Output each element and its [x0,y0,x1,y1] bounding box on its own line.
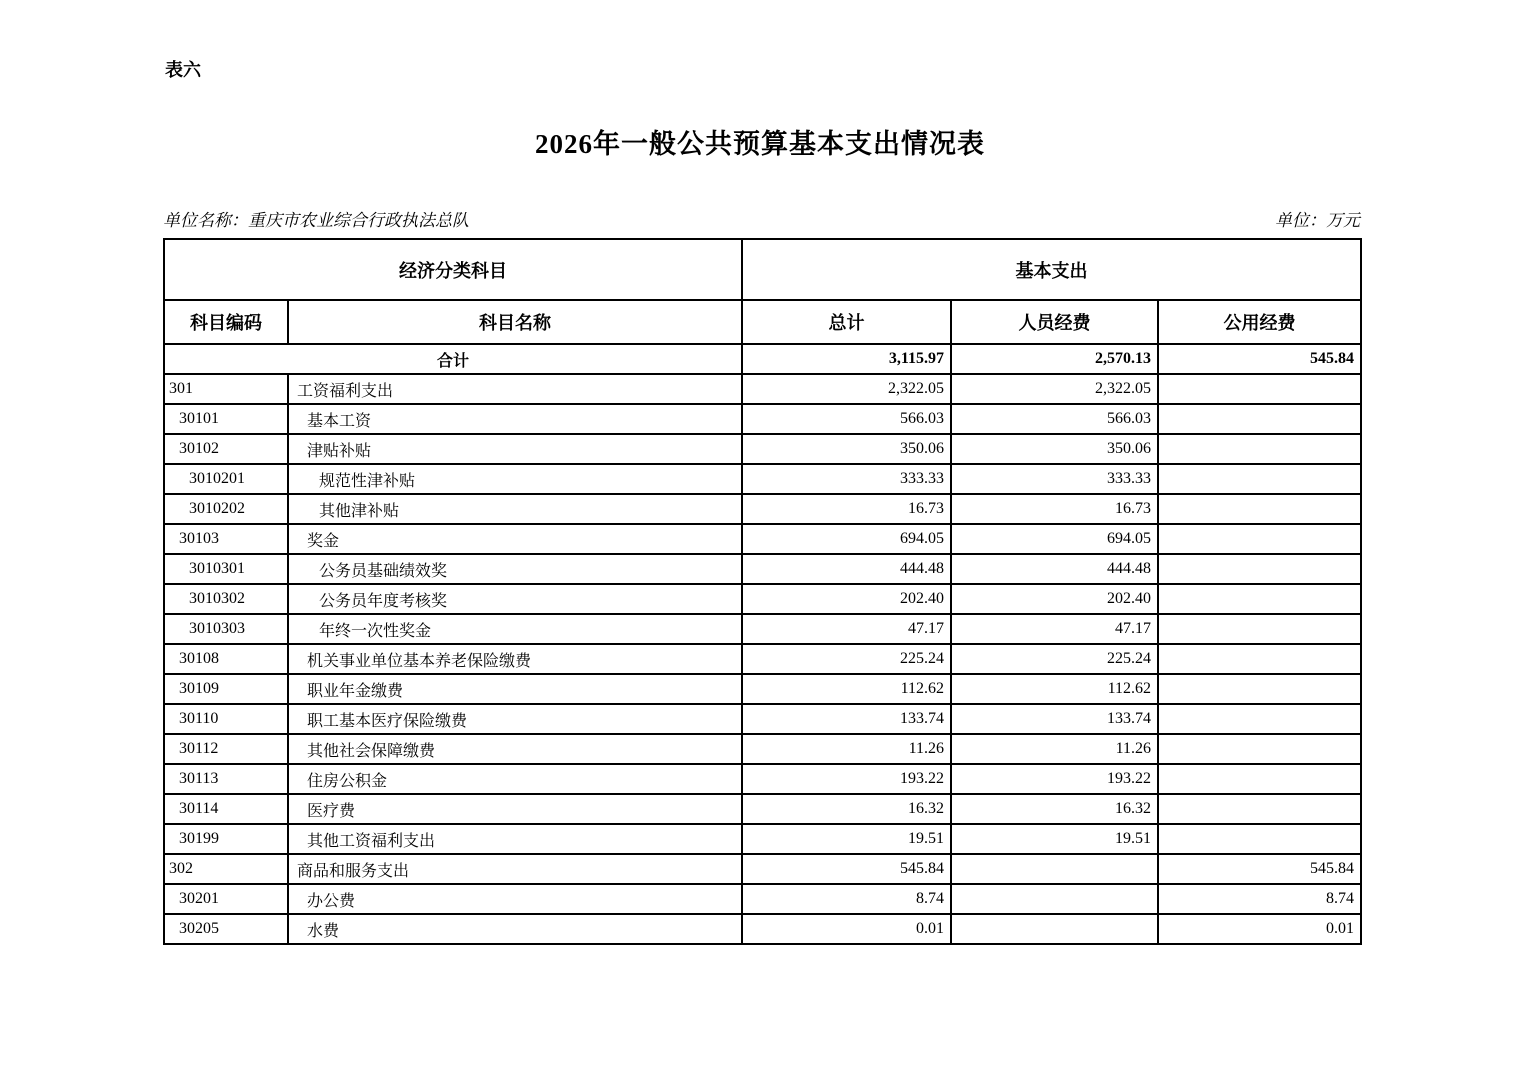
personnel-value-cell: 566.03 [951,404,1158,434]
table-row [164,614,1361,644]
total-value-cell: 0.01 [742,914,951,944]
public-value-cell [1158,524,1361,554]
header-economic-classification: 经济分类科目 [164,239,742,300]
unit-name-label: 单位名称：重庆市农业综合行政执法总队 [163,211,469,230]
subject-name-cell: 办公费 [288,884,742,914]
table-row [164,764,1361,794]
table-row [164,464,1361,494]
subject-code-cell: 30108 [164,644,288,674]
total-value-cell: 19.51 [742,824,951,854]
public-value-cell [1158,554,1361,584]
table-row [164,434,1361,464]
public-value-cell: 8.74 [1158,884,1361,914]
personnel-value-cell: 133.74 [951,704,1158,734]
public-value-cell [1158,824,1361,854]
table-number-label: 表六 [165,60,201,80]
grand-total-personnel-value: 2,570.13 [951,344,1158,374]
public-value-cell [1158,644,1361,674]
subject-name-cell: 机关事业单位基本养老保险缴费 [288,644,742,674]
personnel-value-cell [951,884,1158,914]
table-row [164,704,1361,734]
grand-total-public-value: 545.84 [1158,344,1361,374]
subject-code-cell: 30113 [164,764,288,794]
subject-name-cell: 其他社会保障缴费 [288,734,742,764]
public-value-cell [1158,794,1361,824]
subject-name-cell: 其他工资福利支出 [288,824,742,854]
public-value-cell [1158,674,1361,704]
table-row [164,644,1361,674]
subject-name-cell: 工资福利支出 [288,374,742,404]
public-value-cell [1158,614,1361,644]
total-value-cell: 2,322.05 [742,374,951,404]
total-value-cell: 545.84 [742,854,951,884]
column-header-public-funds: 公用经费 [1158,300,1361,344]
subject-code-cell: 30102 [164,434,288,464]
subject-name-cell: 津贴补贴 [288,434,742,464]
table-row [164,374,1361,404]
budget-table-body [164,344,1361,944]
total-value-cell: 694.05 [742,524,951,554]
subject-name-cell: 职业年金缴费 [288,674,742,704]
header-group-row [164,239,1361,300]
personnel-value-cell: 16.73 [951,494,1158,524]
table-row [164,884,1361,914]
table-row [164,554,1361,584]
public-value-cell [1158,734,1361,764]
subject-code-cell: 3010302 [164,584,288,614]
header-columns-row [164,300,1361,344]
total-value-cell: 112.62 [742,674,951,704]
table-row [164,794,1361,824]
personnel-value-cell: 112.62 [951,674,1158,704]
subject-code-cell: 3010202 [164,494,288,524]
subject-name-cell: 年终一次性奖金 [288,614,742,644]
table-row [164,914,1361,944]
personnel-value-cell: 333.33 [951,464,1158,494]
total-value-cell: 202.40 [742,584,951,614]
column-header-personnel-funds: 人员经费 [951,300,1158,344]
unit-measure-label: 单位：万元 [1275,211,1360,230]
table-row [164,734,1361,764]
budget-table [163,238,1362,945]
public-value-cell [1158,764,1361,794]
table-row [164,524,1361,554]
personnel-value-cell [951,914,1158,944]
personnel-value-cell: 193.22 [951,764,1158,794]
header-basic-expenditure: 基本支出 [742,239,1361,300]
total-value-cell: 47.17 [742,614,951,644]
public-value-cell [1158,434,1361,464]
subject-name-cell: 医疗费 [288,794,742,824]
subject-name-cell: 奖金 [288,524,742,554]
public-value-cell: 545.84 [1158,854,1361,884]
total-value-cell: 16.73 [742,494,951,524]
public-value-cell [1158,404,1361,434]
public-value-cell [1158,704,1361,734]
subject-name-cell: 其他津补贴 [288,494,742,524]
column-header-total: 总计 [742,300,951,344]
subject-name-cell: 商品和服务支出 [288,854,742,884]
table-row [164,824,1361,854]
subject-name-cell: 公务员基础绩效奖 [288,554,742,584]
personnel-value-cell: 694.05 [951,524,1158,554]
subject-code-cell: 301 [164,374,288,404]
total-value-cell: 133.74 [742,704,951,734]
total-value-cell: 333.33 [742,464,951,494]
public-value-cell [1158,374,1361,404]
subject-name-cell: 规范性津补贴 [288,464,742,494]
grand-total-label: 合计 [164,344,742,374]
public-value-cell: 0.01 [1158,914,1361,944]
personnel-value-cell: 225.24 [951,644,1158,674]
subject-code-cell: 3010201 [164,464,288,494]
grand-total-total-value: 3,115.97 [742,344,951,374]
personnel-value-cell: 350.06 [951,434,1158,464]
table-meta-row [163,206,1360,231]
table-row [164,494,1361,524]
page-title: 2026年一般公共预算基本支出情况表 [535,129,985,159]
total-value-cell: 16.32 [742,794,951,824]
subject-code-cell: 30112 [164,734,288,764]
subject-code-cell: 30201 [164,884,288,914]
subject-name-cell: 公务员年度考核奖 [288,584,742,614]
personnel-value-cell: 444.48 [951,554,1158,584]
subject-code-cell: 30109 [164,674,288,704]
total-value-cell: 193.22 [742,764,951,794]
subject-name-cell: 水费 [288,914,742,944]
subject-code-cell: 30110 [164,704,288,734]
table-row [164,584,1361,614]
personnel-value-cell: 16.32 [951,794,1158,824]
total-value-cell: 350.06 [742,434,951,464]
subject-code-cell: 30101 [164,404,288,434]
personnel-value-cell: 47.17 [951,614,1158,644]
subject-code-cell: 30205 [164,914,288,944]
personnel-value-cell: 202.40 [951,584,1158,614]
personnel-value-cell: 11.26 [951,734,1158,764]
subject-code-cell: 3010303 [164,614,288,644]
table-row [164,854,1361,884]
column-header-subject-name: 科目名称 [288,300,742,344]
subject-code-cell: 30103 [164,524,288,554]
personnel-value-cell: 19.51 [951,824,1158,854]
subject-code-cell: 302 [164,854,288,884]
total-value-cell: 8.74 [742,884,951,914]
total-value-cell: 444.48 [742,554,951,584]
total-value-cell: 566.03 [742,404,951,434]
subject-code-cell: 30114 [164,794,288,824]
grand-total-row [164,344,1361,374]
subject-name-cell: 住房公积金 [288,764,742,794]
public-value-cell [1158,584,1361,614]
table-row [164,404,1361,434]
personnel-value-cell: 2,322.05 [951,374,1158,404]
public-value-cell [1158,464,1361,494]
column-header-subject-code: 科目编码 [164,300,288,344]
table-row [164,674,1361,704]
personnel-value-cell [951,854,1158,884]
total-value-cell: 11.26 [742,734,951,764]
subject-code-cell: 3010301 [164,554,288,584]
subject-code-cell: 30199 [164,824,288,854]
public-value-cell [1158,494,1361,524]
subject-name-cell: 基本工资 [288,404,742,434]
subject-name-cell: 职工基本医疗保险缴费 [288,704,742,734]
total-value-cell: 225.24 [742,644,951,674]
